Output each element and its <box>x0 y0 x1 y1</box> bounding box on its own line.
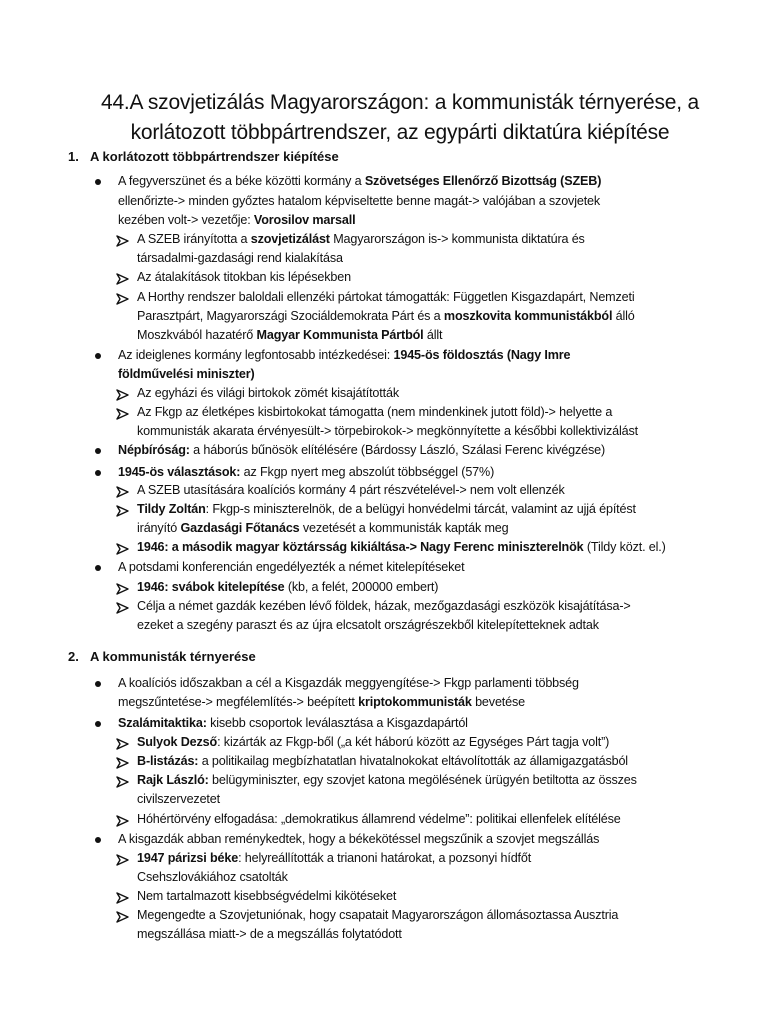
bullet-dot-icon <box>95 837 101 843</box>
arrow-bullet-icon <box>116 407 129 419</box>
text-segment: megszűntetése-> megfélemlítés-> beépített <box>118 695 359 709</box>
text-segment: a háborús bűnösök elítélésére (Bárdossy László, Szálasi Ferenc kivégzése) <box>189 443 606 457</box>
bold-text: 1945-ös választások: <box>118 465 241 479</box>
bullet-dot-icon <box>95 353 101 359</box>
bold-text: B-listázás: <box>137 754 199 768</box>
bullet-dot-icon <box>95 681 101 687</box>
text-segment: kommunisták akarata érvényesült-> törpebirokok-> megkönnyítette a későbbi kollektivizálást <box>137 424 638 438</box>
text-segment: álló <box>612 309 635 323</box>
text-segment: Hóhértörvény elfogadása: „demokratikus államrend védelme”: politikai ellenfelek elítélése <box>137 812 621 826</box>
bold-text: Népbíróság: <box>118 443 190 457</box>
text-line <box>137 887 396 906</box>
bold-text: kriptokommunisták <box>358 695 472 709</box>
text-segment: az Fkgp nyert meg abszolút többséggel (57%) <box>240 465 495 479</box>
bold-text: Tildy Zoltán <box>137 502 206 516</box>
text-segment: : Fkgp-s miniszterelnök, de a belügyi honvédelmi tárcát, valamint az ujjá építést <box>205 502 636 516</box>
text-segment: ezeket a szegény paraszt és az újra elcsatolt országrészekből kitelepítetteknek adtak <box>137 618 599 632</box>
arrow-bullet-icon <box>116 292 129 304</box>
text-line <box>137 849 531 868</box>
text-segment: A SZEB utasítására koalíciós kormány 4 párt részvételével-> nem volt ellenzék <box>137 483 565 497</box>
text-line <box>137 790 220 809</box>
text-segment: irányító <box>137 521 181 535</box>
arrow-bullet-icon <box>116 853 129 865</box>
text-line <box>137 868 288 887</box>
text-line <box>137 500 636 519</box>
bold-text: földművelési miniszter) <box>118 367 255 381</box>
text-line <box>137 481 565 500</box>
text-line <box>118 463 494 482</box>
text-line <box>137 403 612 422</box>
text-segment: Az egyházi és világi birtokok zömét kisajátították <box>137 386 399 400</box>
text-segment: (kb, a felét, 200000 embert) <box>284 580 439 594</box>
text-segment: Magyarországon is-> kommunista diktatúra és <box>329 232 585 246</box>
text-line <box>137 230 585 249</box>
text-line <box>137 538 666 557</box>
text-line <box>118 441 605 460</box>
text-segment: Csehszlovákiához csatolták <box>137 870 288 884</box>
arrow-bullet-icon <box>116 542 129 554</box>
text-segment: civilszervezetet <box>137 792 220 806</box>
text-line <box>118 830 599 849</box>
arrow-bullet-icon <box>116 891 129 903</box>
text-line <box>137 925 402 944</box>
bold-text: 1947 párizsi béke <box>137 851 239 865</box>
bullet-dot-icon <box>95 470 101 476</box>
section-heading-2 <box>68 648 256 666</box>
arrow-bullet-icon <box>116 814 129 826</box>
arrow-bullet-icon <box>116 485 129 497</box>
arrow-bullet-icon <box>116 910 129 922</box>
text-segment: A koalíciós időszakban a cél a Kisgazdák meggyengítése-> Fkgp parlamenti többség <box>118 676 579 690</box>
text-segment: megszállása miatt-> de a megszállás folytatódott <box>137 927 402 941</box>
text-segment: állt <box>423 328 443 342</box>
bold-text: szovjetizálást <box>250 232 330 246</box>
text-line <box>118 365 255 384</box>
text-line <box>137 268 351 287</box>
title-line-2: korlátozott többpártrendszer, az egypárti diktatúra kiépítése <box>130 121 670 144</box>
text-segment: bevetése <box>471 695 525 709</box>
title-line-1: 44.A szovjetizálás Magyarországon: a kommunisták térnyerése, a <box>100 91 700 114</box>
text-line <box>118 674 579 693</box>
section-heading-text: A kommunisták térnyerése <box>90 649 256 664</box>
text-line <box>137 307 635 326</box>
text-segment: társadalmi-gazdasági rend kialakítása <box>137 251 343 265</box>
bold-text: Gazdasági Főtanács <box>180 521 300 535</box>
page-title <box>70 88 730 148</box>
arrow-bullet-icon <box>116 756 129 768</box>
bold-text: 1945-ös földosztás (Nagy Imre <box>393 348 571 362</box>
text-segment: Megengedte a Szovjetuniónak, hogy csapatait Magyarországon állomásoztassa Ausztria <box>137 908 619 922</box>
text-line <box>137 422 638 441</box>
text-line <box>137 578 438 597</box>
bold-text: Magyar Kommunista Pártból <box>256 328 424 342</box>
text-segment: a politikailag megbízhatatlan hivatalnokokat eltávolították az államigazgatásból <box>198 754 628 768</box>
text-line <box>137 752 628 771</box>
text-line <box>118 693 525 712</box>
text-line <box>137 616 599 635</box>
bullet-dot-icon <box>95 179 101 185</box>
text-segment: A fegyverszünet és a béke közötti kormány a <box>118 174 365 188</box>
text-segment: A SZEB irányította a <box>137 232 251 246</box>
text-segment: A Horthy rendszer baloldali ellenzéki pártokat támogatták: Független Kisgazdapárt, Nemzeti <box>137 290 635 304</box>
text-segment: A potsdami konferencián engedélyezték a német kitelepítéseket <box>118 560 465 574</box>
section-number: 1. <box>68 149 79 164</box>
arrow-bullet-icon <box>116 775 129 787</box>
text-line <box>137 249 343 268</box>
bold-text: 1946: svábok kitelepítése <box>137 580 285 594</box>
text-segment: belügyminiszter, egy szovjet katona megölésének ürügyén betiltotta az összes <box>208 773 637 787</box>
bullet-dot-icon <box>95 565 101 571</box>
text-segment: Az Fkgp az életképes kisbirtokokat támogatta (nem mindenkinek jutott föld)-> helyette a <box>137 405 613 419</box>
text-line <box>118 714 468 733</box>
text-segment: Nem tartalmazott kisebbségvédelmi kikötéseket <box>137 889 397 903</box>
text-line <box>118 192 600 211</box>
bullet-dot-icon <box>95 721 101 727</box>
text-segment: Célja a német gazdák kezében lévő földek, házak, mezőgazdasági eszközök kisajátítása-> <box>137 599 631 613</box>
bullet-dot-icon <box>95 448 101 454</box>
text-line <box>137 810 621 829</box>
bold-text: Vorosilov marsall <box>253 213 356 227</box>
text-line <box>137 733 609 752</box>
text-line <box>118 558 465 577</box>
text-line <box>118 346 570 365</box>
section-number: 2. <box>68 649 79 664</box>
arrow-bullet-icon <box>116 272 129 284</box>
text-segment: Az átalakítások titokban kis lépésekben <box>137 270 351 284</box>
text-segment: Parasztpárt, Magyarországi Szociáldemokrata Párt és a <box>137 309 444 323</box>
bold-text: Sulyok Dezső <box>137 735 218 749</box>
text-line <box>137 326 442 345</box>
text-line <box>137 384 399 403</box>
text-segment: A kisgazdák abban reménykedtek, hogy a békekötéssel megszűnik a szovjet megszállás <box>118 832 600 846</box>
text-segment: kisebb csoportok leválasztása a Kisgazdapártól <box>206 716 468 730</box>
text-line <box>137 771 637 790</box>
text-segment: kezében volt-> vezetője: <box>118 213 254 227</box>
arrow-bullet-icon <box>116 582 129 594</box>
bold-text: moszkovita kommunistákból <box>443 309 613 323</box>
text-segment: vezetését a kommunisták kapták meg <box>299 521 509 535</box>
text-line <box>118 211 355 230</box>
arrow-bullet-icon <box>116 504 129 516</box>
section-heading-text: A korlátozott többpártrendszer kiépítése <box>90 149 339 164</box>
text-line <box>118 172 601 191</box>
arrow-bullet-icon <box>116 234 129 246</box>
text-segment: Moszkvából hazatérő <box>137 328 257 342</box>
arrow-bullet-icon <box>116 388 129 400</box>
text-segment: : helyreállították a trianoni határokat, a pozsonyi hídfőt <box>238 851 532 865</box>
bold-text: 1946: a második magyar köztársság kikiáltása-> Nagy Ferenc miniszterelnök <box>137 540 584 554</box>
text-segment: : kizárták az Fkgp-ből („a két háború között az Egységes Párt tagja volt”) <box>217 735 610 749</box>
arrow-bullet-icon <box>116 737 129 749</box>
bold-text: Szalámitaktika: <box>118 716 207 730</box>
arrow-bullet-icon <box>116 601 129 613</box>
text-line <box>137 519 509 538</box>
text-segment: Az ideiglenes kormány legfontosabb intézkedései: <box>118 348 394 362</box>
text-line <box>137 597 631 616</box>
bold-text: Rajk László: <box>137 773 209 787</box>
text-segment: (Tildy közt. el.) <box>583 540 666 554</box>
text-line <box>137 288 635 307</box>
text-segment: ellenőrizte-> minden győztes hatalom képviseltette benne magát-> valójában a szovjetek <box>118 194 601 208</box>
text-line <box>137 906 618 925</box>
bold-text: Szövetséges Ellenőrző Bizottság (SZEB) <box>364 174 602 188</box>
section-heading-1 <box>68 148 339 166</box>
